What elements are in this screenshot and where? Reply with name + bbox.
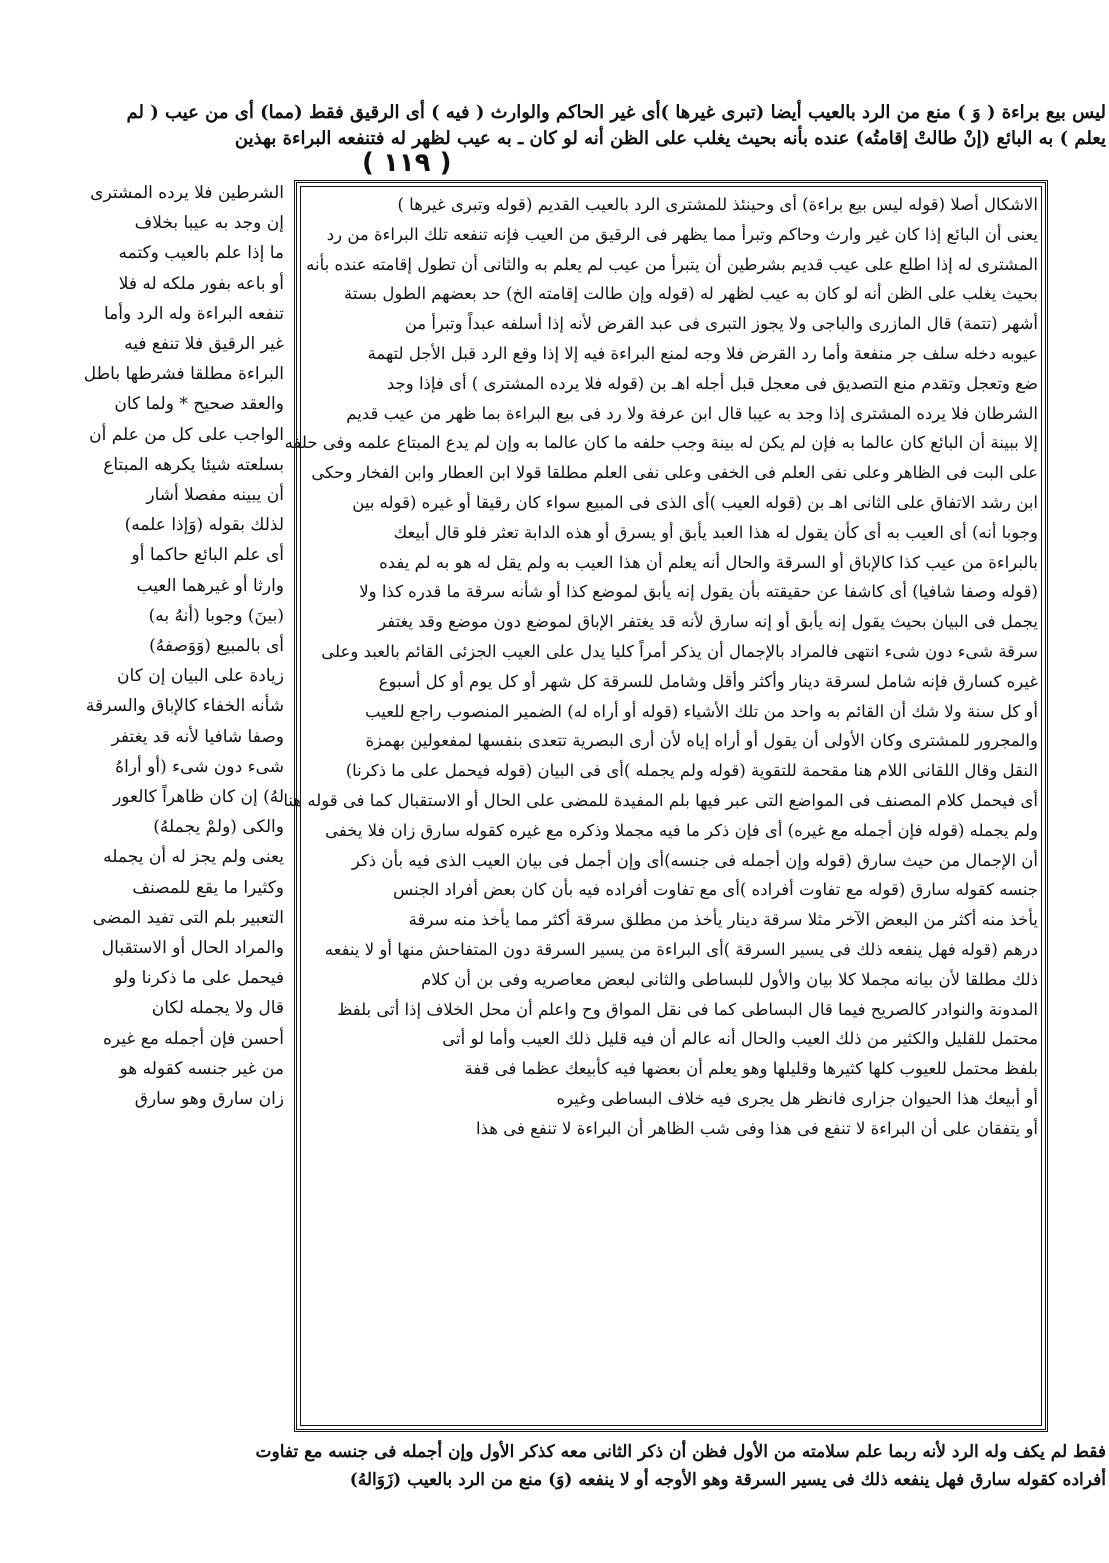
commentary-line: بلفظ محتمل للعيوب كلها كثيرها وقليلها وهو يعلم أن بعضها فيه كأبيعك عظما فى قفة	[464, 1059, 1038, 1079]
commentary-line: على البت فى الظاهر وعلى نفى العلم فى الخفى وعلى نفى العلم مطلقا قولا ابن العطار وابن الفخار وحكى	[311, 463, 1038, 483]
commentary-line: والمجرور للمشترى وكان الأولى أن يقول أو أراه إياه لأن أرى البصرية تتعدى بنفسها لمفعولين بهمزة	[365, 731, 1038, 751]
sidebar-line: غير الرقيق فلا تنفع فيه	[124, 334, 284, 355]
commentary-line: يأخذ منه أكثر من البعض الآخر مثلا سرقة دينار يأخذ من مطلق سرقة أكثر مما يأخذ منه سرقة	[408, 910, 1038, 930]
commentary-column	[283, 190, 1038, 1144]
commentary-line: المشترى له إذا اطلع على عيب قديم بشرطين أن يتبرأ من عيب لم يعلم به والثانى أن تطول إقامته عنده بأنه	[306, 254, 1038, 274]
sidebar-line: الواجب على كل من علم أن	[89, 424, 284, 445]
commentary-line: ضع وتعجل وتقدم منع التصديق فى معجل قبل أجله اهـ بن (قوله فلا يرده المشترى ) أى فإذا وجد	[386, 373, 1038, 393]
commentary-line: (قوله وصفا شافيا) أى كاشفا عن حقيقته بأن يقول إنه يأبق لموضع كذا أو شأنه سرقة ما قدره كذا ولا	[359, 582, 1038, 602]
sidebar-line: شأنه الخفاء كالإباق والسرقة	[85, 696, 284, 717]
commentary-line: يجمل فى البيان بحيث يقول إنه يأبق أو إنه سارق لأنه قد يغتفر الإباق لموضع دون موضع وقد يغتفر	[378, 612, 1038, 632]
sidebar-line: والعقد صحيح * ولما كان	[114, 394, 284, 415]
commentary-line: ابن رشد الاتفاق على الثانى اهـ بن (قوله العيب )أى الذى فى المبيع سواء كان رقيقا أو غيره (قوله بين	[352, 492, 1038, 512]
page-number: ( ١١٩ )	[362, 148, 452, 178]
sidebar-line: فيحمل على ما ذكرنا ولو	[114, 968, 284, 989]
commentary-line: أى فيحمل كلام المصنف فى المواضع التى عبر فيها بلم المفيدة للمضى على الحال أو الاستقبال كما فى قوله هنا	[283, 790, 1038, 810]
sidebar-line: من غير جنسه كقوله هو	[119, 1058, 284, 1079]
commentary-line: سرقة شىء دون شىء انتهى فالمراد بالإجمال أن يذكر أمراً كليا يدل على العيب الجزئى القائم بالعبد وعلى	[321, 641, 1038, 661]
main-text-line: ليس بيع براءة ( وَ ) منع من الرد بالعيب أيضا (تبرى غيرها )أى غير الحاكم والوارث ( فيه ) أى الرقيق فقط (مما) أى من عيب ( لم	[126, 102, 1106, 123]
sidebar-line: التعبير بلم التى تفيد المضى	[92, 907, 284, 928]
sidebar-column	[32, 178, 284, 1114]
commentary-line: جنسه كقوله سارق (قوله مع تفاوت أفراده )أى مع تفاوت أفراده فيه بأن كان بعض أفراد الجنس	[392, 880, 1038, 900]
sidebar-line: يعنى ولم يجز له أن يجمله	[103, 847, 284, 868]
commentary-line: أو يتفقان على أن البراءة لا تنفع فى هذا وفى شب الظاهر أن البراءة لا تنفع فى هذا	[476, 1118, 1038, 1138]
main-text-line: أفراده كقوله سارق فهل ينفعه ذلك فى يسير السرقة وهو الأوجه أو لا ينفعه (وَ) منع من الرد بالعيب (زَوَالهُ)	[349, 1470, 1106, 1490]
sidebar-line: البراءة مطلقا فشرطها باطل	[83, 364, 284, 385]
sidebar-line: وكثيرا ما يقع للمصنف	[132, 877, 284, 898]
sidebar-line: والمراد الحال أو الاستقبال	[101, 938, 284, 959]
commentary-line: أشهر (تتمة) قال المازرى والباجى ولا يجوز التبرى فى عبد القرض لأنه إذا أسلفه عبداً وتبرأ من	[404, 314, 1038, 334]
commentary-line: النقل وقال اللقانى اللام هنا مقحمة للتقوية (قوله ولم يجمله )أى فى البيان (قوله فيحمل على ما ذكرنا)	[345, 761, 1038, 781]
commentary-line: أن الإجمال من حيث سارق (قوله وإن أجمله فى جنسه)أى وإن أجمل فى بيان العيب الذى فيه بأن ذكر	[351, 850, 1038, 870]
commentary-line: أو كل سنة ولا شك أن القائم به واحد من تلك الأشياء (قوله أو أراه له) الضمير المنصوب راجع للعيب	[365, 701, 1038, 721]
commentary-line: إلا ببينة أن البائع كان عالما به فإن لم يكن له بينة وجب حلفه ما كان عالما به وإن لم يدع المبتاع علمه وفى حلفه	[284, 433, 1038, 453]
sidebar-line: الشرطين فلا يرده المشترى	[90, 183, 284, 203]
commentary-line: الشرطان فلا يرده المشترى إذا وجد به عيبا قال ابن عرفة ولا رد فى بيع البراءة بما ظهر من عيب قديم	[346, 403, 1038, 423]
main-text-line: يعلم ) به البائع (إنْ طالتْ إقامتُه) عنده بأنه بحيث يغلب على الظن أنه لو كان ـ به عيب لظهر له فتنفعه البراءة بهذين	[234, 128, 1106, 149]
commentary-line: ولم يجمله (قوله فإن أجمله مع غيره) أى فإن ذكر ما فيه مجملا وذكره مع غيره كقوله سارق زان فلا يخفى	[325, 820, 1038, 840]
main-text-line: فقط لم يكف وله الرد لأنه ربما علم سلامته من الأول فظن أن ذكر الثانى معه كذكر الأول وإن أجمله فى جنسه مع تفاوت	[255, 1442, 1106, 1462]
sidebar-line: لهُ) إن كان ظاهراً كالعور	[113, 787, 284, 808]
sidebar-line: وارثا أو غيرهما العيب	[136, 575, 284, 596]
commentary-line: عيوبه دخله سلف جر منفعة وأما رد القرض فلا وجه لمنع البراءة فيه إلا إذا وقع الرد قبل الأجل لتهمة	[367, 343, 1038, 363]
sidebar-line: شىء دون شىء (أو أراهُ	[115, 756, 284, 777]
sidebar-line: ما إذا علم بالعيب وكتمه	[118, 243, 284, 264]
main-text-footer	[100, 1438, 1106, 1494]
sidebar-line: (بينَ) وجوبا (أنهُ به)	[148, 605, 284, 626]
commentary-line: يعنى أن البائع إذا كان غير وارث وحاكم وتبرأ مما يظهر فى الرقيق من العيب فإنه تنفعه تلك البراءة من رد	[326, 224, 1038, 244]
sidebar-line: أى بالمبيع (وَوَصفهُ)	[149, 636, 284, 657]
sidebar-line: إن وجد به عيبا بخلاف	[134, 213, 284, 234]
sidebar-line: زان سارق وهو سارق	[134, 1089, 284, 1110]
main-text-header	[100, 100, 1106, 152]
commentary-line: أو أبيعك هذا الحيوان جزارى فانظر هل يجرى فيه خلاف البساطى وغيره	[556, 1088, 1038, 1108]
sidebar-line: أن يبينه مفصلا أشار	[146, 485, 284, 506]
sidebar-line: أو باعه بفور ملكه له فلا	[118, 273, 284, 294]
commentary-line: محتمل للقليل والكثير من ذلك العيب والحال أنه عالم أن فيه قليل ذلك العيب وأما لو أتى	[442, 1029, 1038, 1049]
sidebar-line: بسلعته شيئا يكرهه المبتاع	[103, 454, 284, 475]
sidebar-line: أى علم البائع حاكما أو	[131, 545, 284, 566]
commentary-line: ذلك مطلقا لأن بيانه مجملا كلا بيان والأول للبساطى والثانى لبعض معاصريه وفى بن أن كلام	[421, 969, 1038, 989]
commentary-line: الاشكال أصلا (قوله ليس بيع براءة) أى وحينئذ للمشترى الرد بالعيب القديم (قوله وتبرى غيرها )	[397, 195, 1038, 214]
commentary-line: المدونة والنوادر كالصريح فيما قال البساطى كما فى نقل المواق وح واعلم أن محل الخلاف إذا أتى بلفظ	[337, 999, 1038, 1019]
commentary-line: غيره كسارق فإنه شامل لسرقة دينار وأكثر وأقل وشامل للسرقة كل شهر أو كل يوم أو كل أسبوع	[378, 671, 1038, 691]
commentary-line: درهم (قوله فهل ينفعه ذلك فى يسير السرقة )أى البراءة من يسير السرقة دون المتفاحش منها أو لا ينفعه	[324, 939, 1038, 959]
sidebar-line: قال ولا يجمله لكان	[151, 998, 284, 1019]
sidebar-line: لذلك بقوله (وَإذا علمه)	[124, 515, 284, 536]
sidebar-line: وصفا شافيا لأنه قد يغتفر	[111, 726, 284, 747]
commentary-line: بحيث يغلب على الظن أنه لو كان به عيب لظهر له (قوله وإن طالت إقامته الخ) حد بعضهم الطول بستة	[344, 284, 1038, 304]
commentary-line: بالبراءة من عيب كذا كالإباق أو السرقة والحال أنه يعلم أن هذا العيب به ولم يقل له هو به لم يفده	[379, 552, 1038, 572]
commentary-line: وجوبا أنه) أى العيب به أى كأن يقول له هذا العبد يأبق أو يسرق أو هذه الدابة تعثر فلو قال أبيعك	[393, 522, 1038, 542]
sidebar-line: تنفعه البراءة وله الرد وأما	[103, 303, 284, 324]
sidebar-line: والكى (ولمْ يجملهُ)	[153, 817, 284, 838]
sidebar-line: زيادة على البيان إن كان	[117, 666, 284, 687]
sidebar-line: أحسن فإن أجمله مع غيره	[102, 1028, 284, 1049]
